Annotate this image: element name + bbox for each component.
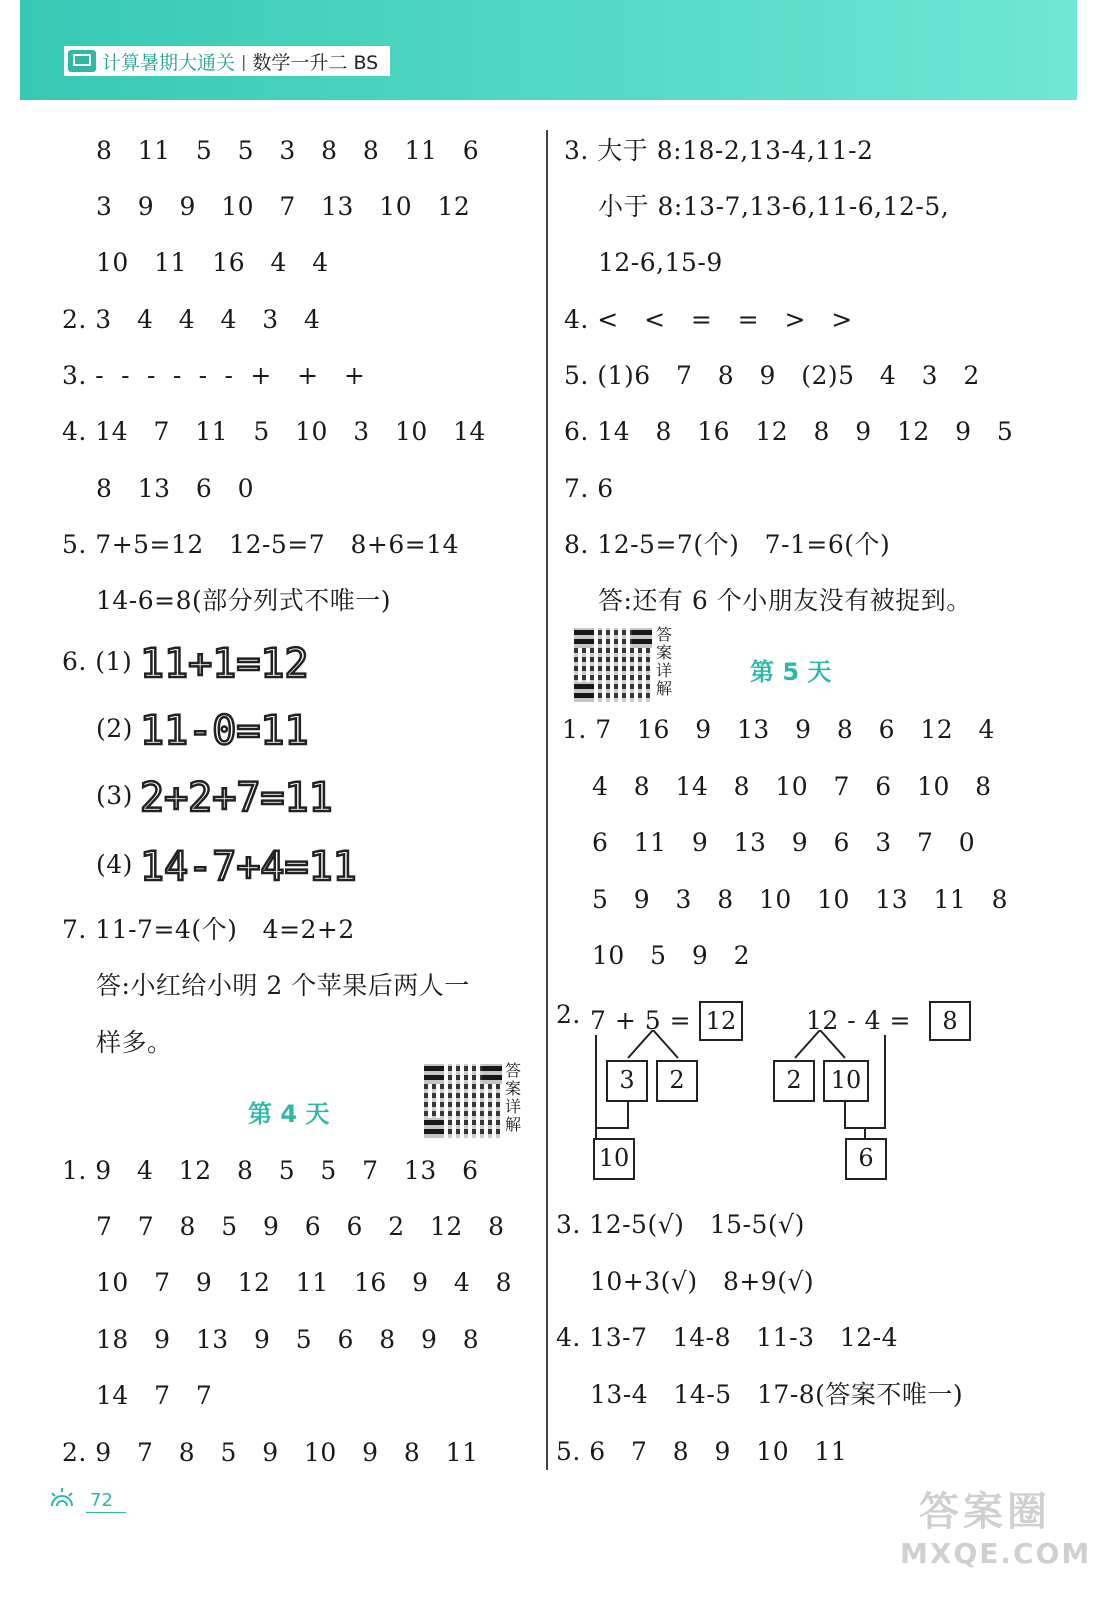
matchstick-text: 2+2+7=11 bbox=[140, 775, 333, 817]
page-number: 72 bbox=[90, 1490, 113, 1511]
equation-text: 12 - 4 = bbox=[806, 1006, 911, 1035]
column-divider bbox=[546, 130, 548, 1470]
answer-line: 5. (1)6 7 8 9 (2)5 4 3 2 bbox=[564, 361, 980, 390]
answer-line: 小于 8:13-7,13-6,11-6,12-5, bbox=[598, 192, 950, 221]
answer-line: 4. < < = = > > bbox=[564, 305, 853, 334]
matchstick-text: 11+1=12 bbox=[140, 641, 309, 683]
matchstick-text: 11-0=11 bbox=[140, 708, 309, 750]
answer-line: 4. 13-7 14-8 11-3 12-4 bbox=[556, 1323, 898, 1352]
question-number: 2. bbox=[556, 1000, 581, 1029]
site-watermark bbox=[900, 1480, 1092, 1590]
matchstick-equation bbox=[140, 641, 310, 683]
answer-line: 答:还有 6 个小朋友没有被捉到。 bbox=[598, 586, 972, 615]
answer-line: 3. - - - - - - + + + bbox=[62, 361, 366, 390]
answer-line: 12-6,15-9 bbox=[598, 248, 723, 277]
book-title: 计算暑期大通关 bbox=[102, 51, 236, 74]
answer-line: 2. 3 4 4 4 3 4 bbox=[62, 305, 321, 334]
split-box: 2 bbox=[773, 1060, 815, 1102]
day-4-title: 第 4 天 bbox=[248, 1100, 330, 1128]
answer-line: 4. 14 7 11 5 10 3 10 14 bbox=[62, 417, 486, 446]
answer-line: 10 5 9 2 bbox=[592, 941, 751, 970]
result-box: 6 bbox=[845, 1138, 887, 1180]
equation-text: 7 + 5 = bbox=[590, 1006, 692, 1035]
matchstick-equation bbox=[140, 708, 330, 750]
answer-line: 样多。 bbox=[96, 1028, 173, 1057]
matchstick-equation bbox=[140, 775, 420, 817]
title-separator: | bbox=[241, 51, 247, 71]
result-box: 10 bbox=[593, 1138, 635, 1180]
answer-line: 5 9 3 8 10 10 13 11 8 bbox=[592, 885, 1008, 914]
matchstick-label: (3) bbox=[96, 781, 133, 810]
answer-line: 1. 7 16 9 13 9 8 6 12 4 bbox=[562, 715, 995, 744]
answer-line: 8 11 5 5 3 8 8 11 6 bbox=[96, 136, 480, 165]
answer-line: 10 7 9 12 11 16 9 4 8 bbox=[96, 1268, 512, 1297]
day-5-title: 第 5 天 bbox=[750, 658, 832, 686]
answer-line: 13-4 14-5 17-8(答案不唯一) bbox=[590, 1380, 964, 1409]
sun-icon bbox=[48, 1486, 76, 1508]
book-icon bbox=[68, 50, 96, 72]
answer-line: 1. 9 4 12 8 5 5 7 13 6 bbox=[62, 1156, 479, 1185]
split-box: 3 bbox=[606, 1060, 648, 1102]
split-box: 2 bbox=[656, 1060, 698, 1102]
qr-code-icon bbox=[574, 628, 652, 702]
answer-line: 10+3(√) 8+9(√) bbox=[590, 1267, 815, 1296]
page-number-underline bbox=[86, 1512, 126, 1513]
answer-line: 7. 6 bbox=[564, 474, 614, 503]
answer-line: 10 11 16 4 4 bbox=[96, 248, 329, 277]
answer-line: 3 9 9 10 7 13 10 12 bbox=[96, 192, 471, 221]
header-title-box bbox=[64, 46, 390, 76]
answer-line: 3. 12-5(√) 15-5(√) bbox=[556, 1210, 805, 1239]
answer-line: 8 13 6 0 bbox=[96, 474, 255, 503]
watermark-bottom: MXQE.COM bbox=[900, 1537, 1092, 1570]
answer-box: 12 bbox=[699, 1001, 743, 1041]
answer-line: 7 7 8 5 9 6 6 2 12 8 bbox=[96, 1212, 505, 1241]
matchstick-equation bbox=[140, 844, 440, 886]
answer-line: 6. 14 8 16 12 8 9 12 9 5 bbox=[564, 417, 1014, 446]
answer-line: 14-6=8(部分列式不唯一) bbox=[96, 586, 392, 615]
qr-code-icon bbox=[424, 1064, 502, 1138]
header-banner bbox=[20, 0, 1077, 100]
answer-line: 8. 12-5=7(个) 7-1=6(个) bbox=[564, 530, 891, 559]
matchstick-label: 6. (1) bbox=[62, 647, 133, 676]
answer-line: 2. 9 7 8 5 9 10 9 8 11 bbox=[62, 1438, 479, 1467]
matchstick-label: (4) bbox=[96, 850, 133, 879]
answer-line: 4 8 14 8 10 7 6 10 8 bbox=[592, 772, 992, 801]
answer-box: 8 bbox=[929, 1001, 971, 1041]
answer-line: 3. 大于 8:18-2,13-4,11-2 bbox=[564, 136, 874, 165]
split-box: 10 bbox=[823, 1060, 869, 1102]
matchstick-label: (2) bbox=[96, 714, 133, 743]
answer-line: 6 11 9 13 9 6 3 7 0 bbox=[592, 828, 976, 857]
answer-line: 答:小红给小明 2 个苹果后两人一 bbox=[96, 971, 470, 1000]
qr-label: 答案详解 bbox=[505, 1061, 522, 1134]
book-subtitle: 数学一升二 BS bbox=[252, 51, 379, 74]
answer-line: 7. 11-7=4(个) 4=2+2 bbox=[62, 915, 355, 944]
watermark-top: 答案圈 bbox=[919, 1489, 1051, 1535]
answer-line: 5. 6 7 8 9 10 11 bbox=[556, 1437, 848, 1466]
answer-line: 5. 7+5=12 12-5=7 8+6=14 bbox=[62, 530, 460, 559]
answer-line: 14 7 7 bbox=[96, 1381, 213, 1410]
matchstick-text: 14-7+4=11 bbox=[140, 844, 357, 886]
qr-label: 答案详解 bbox=[656, 625, 673, 698]
answer-line: 18 9 13 9 5 6 8 9 8 bbox=[96, 1325, 480, 1354]
